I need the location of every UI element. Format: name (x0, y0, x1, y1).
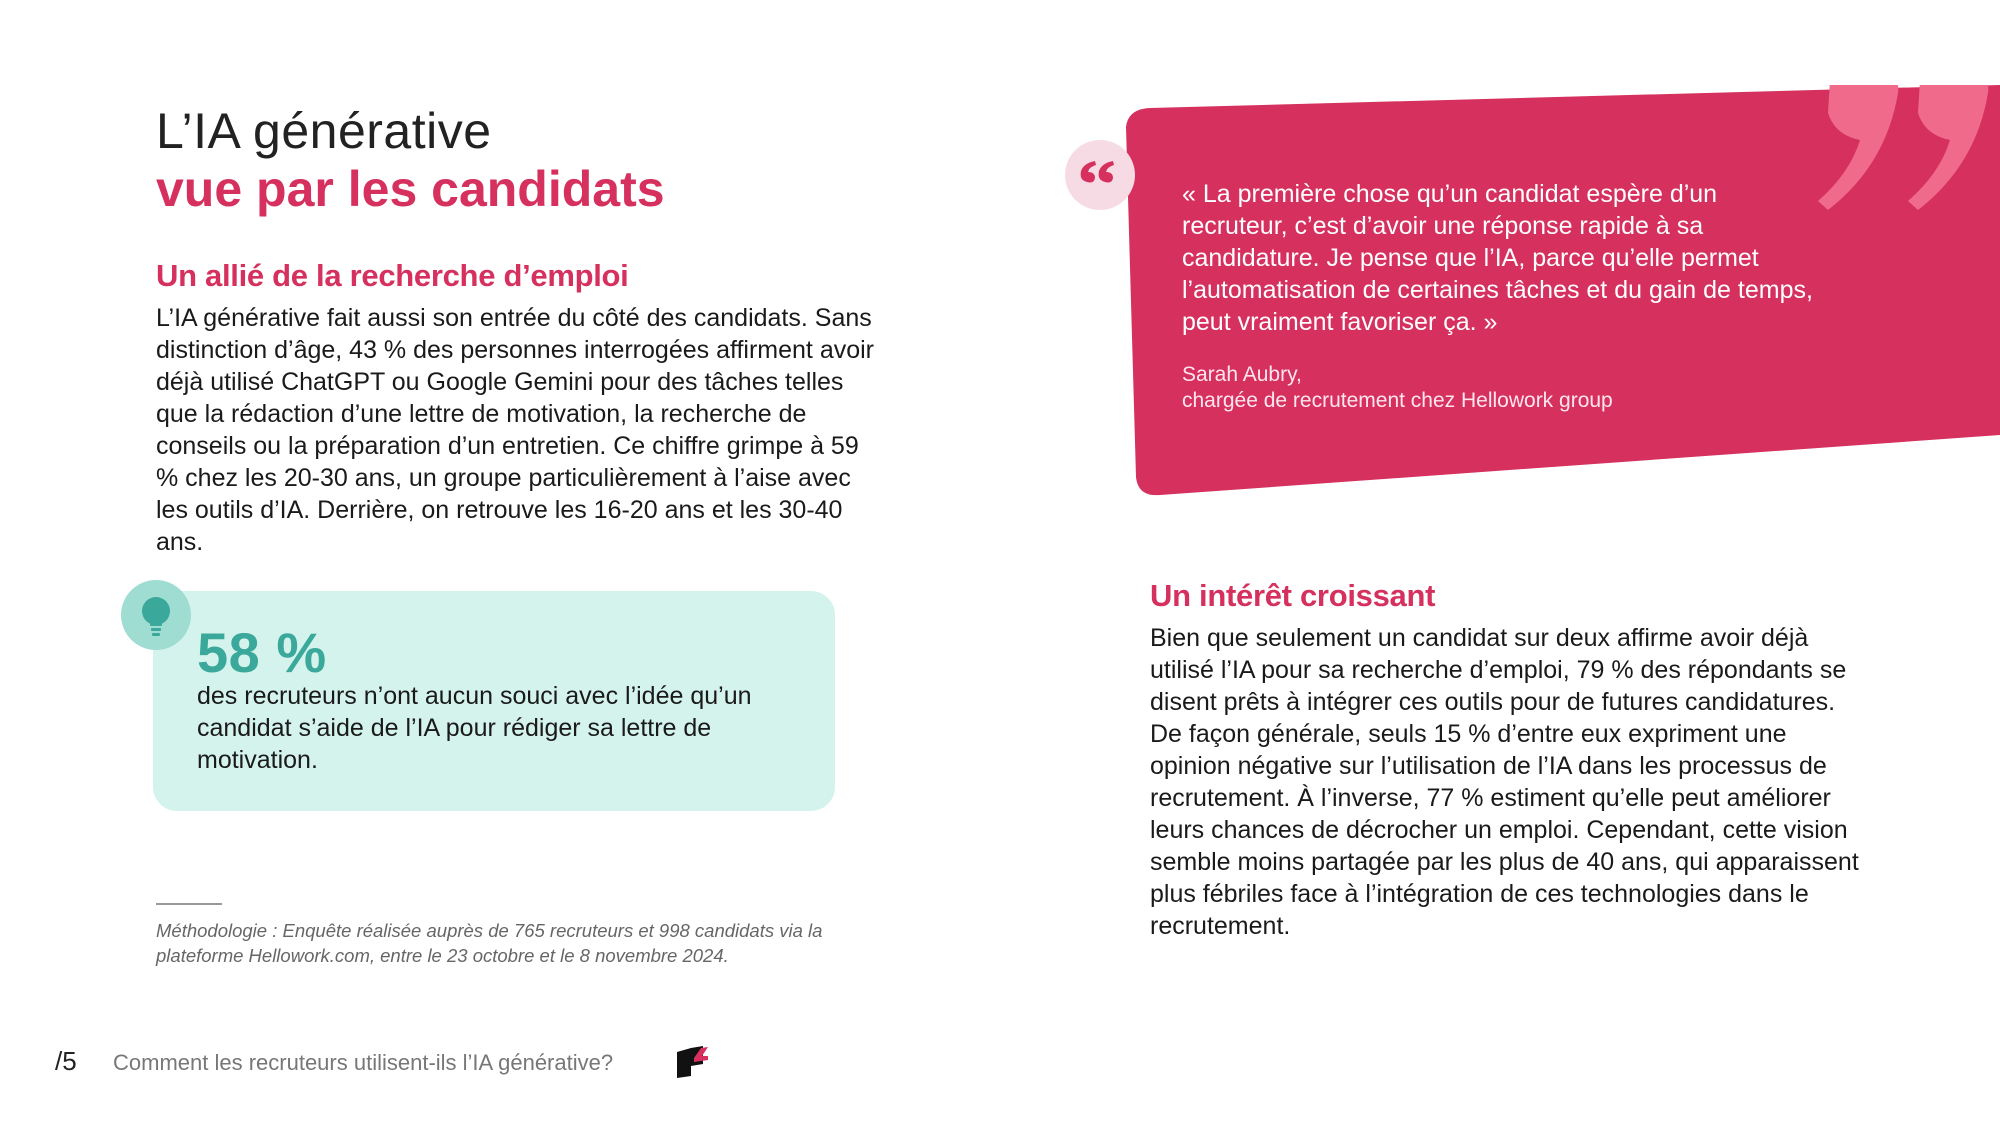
methodology-note: Méthodologie : Enquête réalisée auprès de 765 recruteurs et 998 candidats via la plateforme Hellowork.com, entre le 23 octobre et le 8 novembre 2024. (156, 920, 823, 966)
hellowork-logo-icon (675, 1044, 711, 1080)
quote-author-role: chargée de recrutement chez Hellowork group (1182, 389, 1613, 412)
stat-value: 58 % (197, 621, 327, 684)
quote-attribution (1182, 362, 1822, 414)
section2-heading: Un intérêt croissant (1150, 578, 1436, 613)
page-title-line1: L’IA générative (156, 103, 492, 159)
page-title-line2: vue par les candidats (156, 161, 665, 217)
stat-description: des recruteurs n’ont aucun souci avec l’idée qu’un candidat s’aide de l’IA pour rédiger sa lettre de motivation. (197, 682, 752, 774)
quote-text: « La première chose qu’un candidat espère d’un recruteur, c’est d’avoir une réponse rapide à sa candidature. Je pense que l’IA, parce qu’elle permet l’automatisation de certaines tâches et du gain de temps, peut vraiment favoriser ça. » (1182, 180, 1813, 336)
section2-body: Bien que seulement un candidat sur deux affirme avoir déjà utilisé l’IA pour sa recherche d’emploi, 79 % des répondants se disent prêts à intégrer ces outils pour de futures candidatures. De façon générale, seuls 15 % d’entre eux expriment une opinion négative sur l’utilisation de l’IA dans les processus de recrutement. À l’inverse, 77 % estiment qu’elle peut améliorer leurs chances de décrocher un emploi. Cependant, cette vision semble moins partagée par les plus de 40 ans, qui apparaissent plus fébriles face à l’intégration de ces technologies dans le recrutement. (1150, 624, 1859, 940)
section1-heading: Un allié de la recherche d’emploi (156, 258, 629, 293)
methodology-divider (156, 903, 222, 905)
page-number: /5 (55, 1046, 77, 1076)
footer-title: Comment les recruteurs utilisent-ils l’IA générative? (113, 1050, 614, 1075)
quote-marks-icon (1065, 140, 1135, 210)
section1-body: L’IA générative fait aussi son entrée du côté des candidats. Sans distinction d’âge, 43 % des personnes interrogées affirment avoir déjà utilisé ChatGPT ou Google Gemini pour des tâches telles que la rédaction d’une lettre de motivation, la recherche de conseils ou la préparation d’un entretien. Ce chiffre grimpe à 59 % chez les 20-30 ans, un groupe particulièrement à l’aise avec les outils d’IA. Derrière, on retrouve les 16-20 ans et les 30-40 ans. (156, 304, 875, 556)
lightbulb-icon (121, 580, 191, 650)
quote-author-name: Sarah Aubry, (1182, 363, 1302, 386)
